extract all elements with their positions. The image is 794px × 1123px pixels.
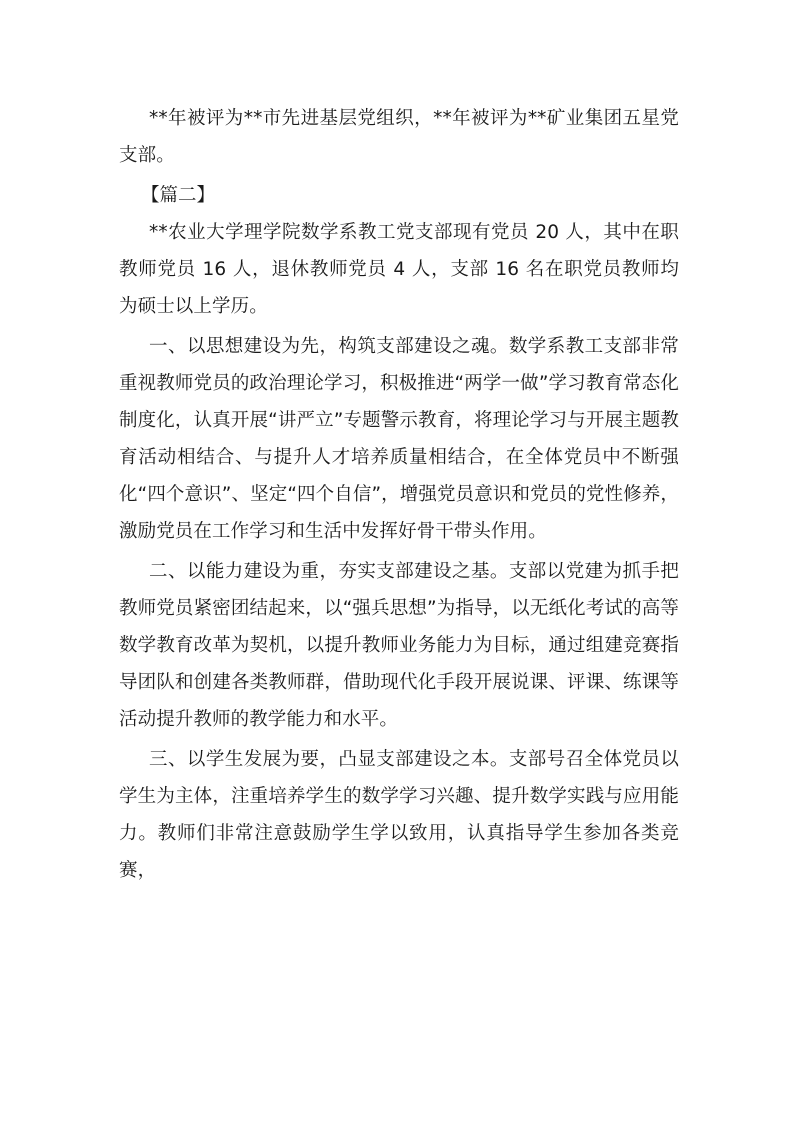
paragraph-ideology: 一、以思想建设为先，构筑支部建设之魂。数学系教工支部非常重视教师党员的政治理论学习，积极推进“两学一做”学习教育常态化制度化，认真开展“讲严立”专题警示教育，将理论学习与开展主题教育活动相结合、与提升人才培养质量相结合，在全体党员中不断强化“四个意识”、坚定“四个自信”，增强党员意识和党员的党性修养，激励党员在工作学习和生活中发挥好骨干带头作用。 (119, 336, 679, 542)
paragraph-intro: **农业大学理学院数学系教工党支部现有党员 20 人，其中在职教师党员 16 人，退休教师党员 4 人，支部 16 名在职党员教师均为硕士以上学历。 (119, 222, 679, 317)
paragraph-capability: 二、以能力建设为重，夯实支部建设之基。支部以党建为抓手把教师党员紧密团结起来，以“强兵思想”为指导，以无纸化考试的高等数学教育改革为契机，以提升教师业务能力为目标，通过组建竞赛指导团队和创建各类教师群，借助现代化手段开展说课、评课、练课等活动提升教师的教学能力和水平。 (119, 561, 679, 730)
paragraph-students: 三、以学生发展为要，凸显支部建设之本。支部号召全体党员以学生为主体，注重培养学生的数学学习兴趣、提升数学实践与应用能力。教师们非常注意鼓励学生学以致用，认真指导学生参加各类竞赛， (119, 749, 679, 881)
document-body (119, 100, 679, 889)
section-heading-part-two: 【篇二】 (141, 185, 216, 206)
paragraph-honors: **年被评为**市先进基层党组织，**年被评为**矿业集团五星党支部。 (119, 108, 679, 166)
